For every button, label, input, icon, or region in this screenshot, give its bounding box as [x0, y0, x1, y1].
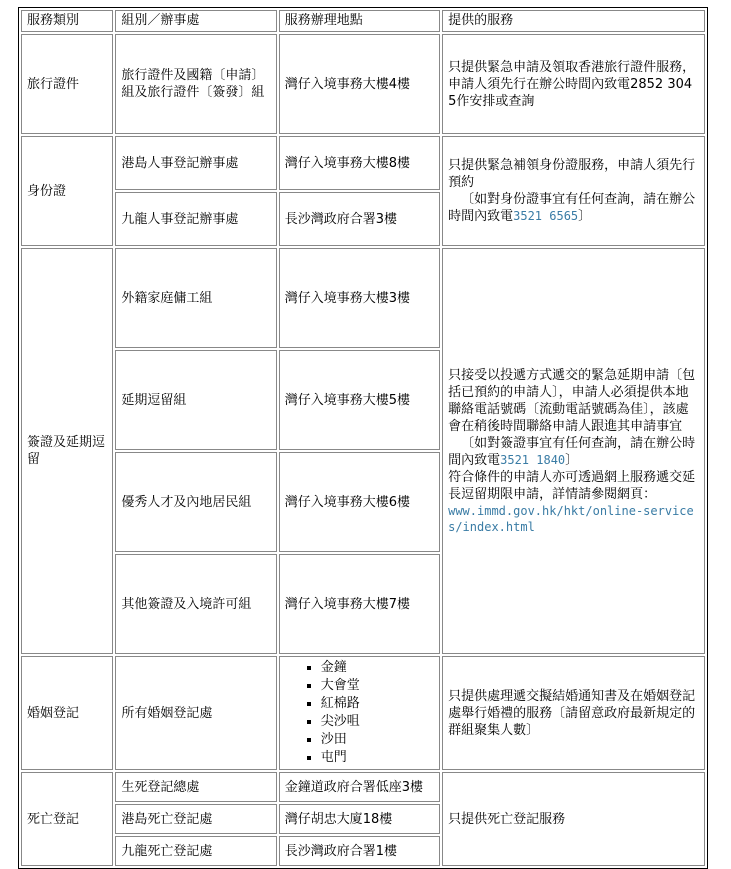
cell-unit: 旅行證件及國籍〔申請〕組及旅行證件〔簽發〕組 [115, 34, 276, 134]
cell-service [442, 772, 705, 866]
header-service-location: 服務辦理地點 [279, 10, 440, 32]
cell-location: 灣仔入境事務大樓7樓 [279, 554, 440, 654]
cell-location: 灣仔入境事務大樓5樓 [279, 350, 440, 450]
cell-unit: 生死登記總處 [115, 772, 276, 802]
cell-location: 金鐘道政府合署低座3樓 [279, 772, 440, 802]
header-service-category: 服務類別 [21, 10, 113, 32]
cell-unit: 延期逗留組 [115, 350, 276, 450]
cell-service [442, 248, 705, 654]
service-note-suffix: 〕 [578, 209, 592, 224]
list-item: 沙田 [307, 731, 435, 749]
cell-unit: 所有婚姻登記處 [115, 656, 276, 770]
header-unit-office: 組別／辦事處 [115, 10, 276, 32]
immigration-services-table [18, 7, 708, 869]
list-item: 尖沙咀 [307, 713, 435, 731]
online-services-link[interactable]: www.immd.gov.hk/hkt/online-services/index.html [448, 504, 694, 534]
cell-category: 簽證及延期逗留 [21, 248, 113, 654]
marriage-registry-list [285, 659, 435, 767]
cell-location: 長沙灣政府合署1樓 [279, 836, 440, 866]
cell-service [442, 34, 705, 134]
cell-unit: 港島死亡登記處 [115, 804, 276, 834]
cell-unit: 港島人事登記辦事處 [115, 136, 276, 190]
cell-location: 灣仔入境事務大樓3樓 [279, 248, 440, 348]
service-note-text: 〔如對身份證事宜有任何查詢，請在辦公時間內致電 [448, 192, 696, 224]
cell-unit: 九龍人事登記辦事處 [115, 192, 276, 246]
cell-unit: 優秀人才及內地居民組 [115, 452, 276, 552]
header-services-offered: 提供的服務 [442, 10, 705, 32]
service-line-note [448, 435, 700, 469]
service-table-page [18, 7, 710, 869]
service-note-suffix: 〕 [565, 453, 579, 468]
cell-location: 灣仔入境事務大樓4樓 [279, 34, 440, 134]
cell-location: 長沙灣政府合署3樓 [279, 192, 440, 246]
cell-service [442, 656, 705, 770]
phone-number: 3521 1840 [500, 453, 566, 467]
cell-location-list [279, 656, 440, 770]
list-item: 大會堂 [307, 677, 435, 695]
cell-unit: 其他簽證及入境許可組 [115, 554, 276, 654]
table-row [21, 248, 705, 348]
cell-category: 婚姻登記 [21, 656, 113, 770]
table-row [21, 772, 705, 802]
cell-location: 灣仔胡忠大廈18樓 [279, 804, 440, 834]
phone-number: 3521 6565 [513, 209, 579, 223]
list-item: 金鐘 [307, 659, 435, 677]
cell-unit: 九龍死亡登記處 [115, 836, 276, 866]
list-item: 屯門 [307, 749, 435, 767]
table-header-row [21, 10, 705, 32]
service-line: 只提供處理遞交擬結婚通知書及在婚姻登記處舉行婚禮的服務〔請留意政府最新規定的群組聚集人數〕 [448, 688, 696, 738]
service-line-note [448, 191, 700, 225]
cell-category: 旅行證件 [21, 34, 113, 134]
table-row [21, 34, 705, 134]
cell-category: 身份證 [21, 136, 113, 246]
cell-unit: 外籍家庭傭工組 [115, 248, 276, 348]
cell-location: 灣仔入境事務大樓8樓 [279, 136, 440, 190]
cell-location: 灣仔入境事務大樓6樓 [279, 452, 440, 552]
cell-category: 死亡登記 [21, 772, 113, 866]
cell-service [442, 136, 705, 246]
service-line: 只提供緊急補領身份證服務，申請人須先行預約 [448, 158, 696, 190]
service-line: 只提供緊急申請及領取香港旅行證件服務，申請人須先行在辦公時間內致電2852 3045作安排或查詢 [448, 59, 696, 109]
service-line-online: 符合條件的申請人亦可透過網上服務遞交延長逗留期限申請，詳情請參閱網頁： [448, 470, 696, 502]
service-line: 只接受以投遞方式遞交的緊急延期申請〔包括已預約的申請人〕，申請人必須提供本地聯絡電話號碼〔流動電話號碼為佳〕，該處會在稍後時間聯絡申請人跟進其申請事宜 [448, 368, 696, 434]
service-line: 只提供死亡登記服務 [448, 811, 566, 827]
table-row [21, 656, 705, 770]
service-note-text: 〔如對簽證事宜有任何查詢，請在辦公時間內致電 [448, 436, 696, 468]
list-item: 紅棉路 [307, 695, 435, 713]
table-row [21, 136, 705, 190]
